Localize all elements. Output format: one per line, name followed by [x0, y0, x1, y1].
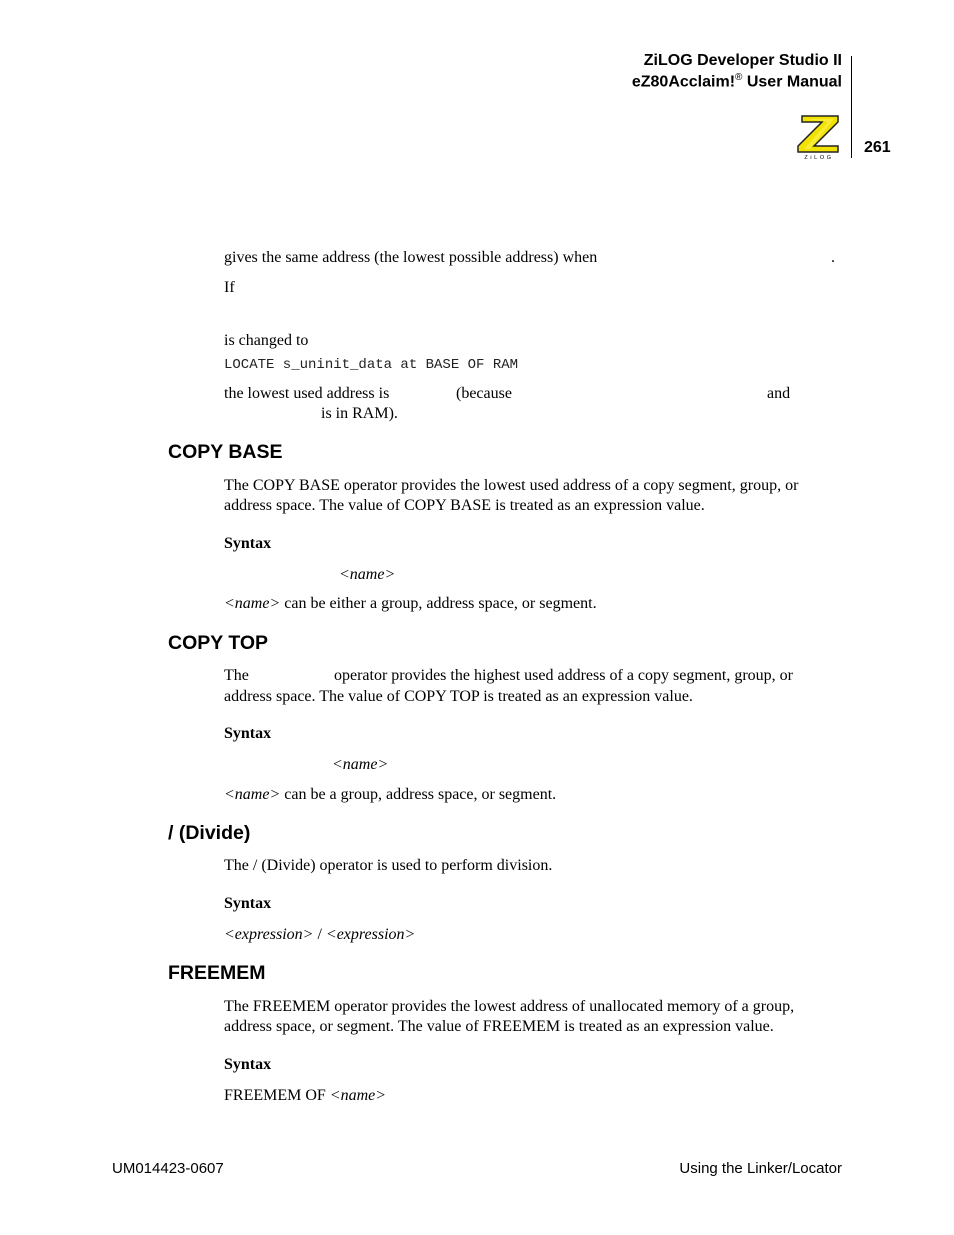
intro-if: If — [224, 279, 235, 296]
header-divider — [851, 56, 852, 158]
freemem-syntax: FREEMEM OF <name> — [224, 1087, 387, 1104]
copy-base-heading: COPY BASE — [168, 441, 283, 463]
intro-lowest-used: the lowest used address is — [224, 385, 390, 402]
header-title-line2 — [632, 72, 842, 91]
copy-base-para-line1: The COPY BASE operator provides the lowest used address of a copy segment, group, or — [224, 477, 799, 494]
copy-top-para-the: The — [224, 667, 249, 684]
copy-base-para-line2: address space. The value of COPY BASE is treated as an expression value. — [224, 497, 705, 514]
product-name: eZ80Acclaim! — [631, 73, 736, 91]
divide-syntax: <expression> / <expression> — [224, 926, 416, 943]
copy-top-heading: COPY TOP — [168, 632, 269, 654]
intro-in-ram: is in RAM). — [321, 405, 398, 422]
intro-and: and — [767, 385, 791, 402]
name-arg: <name> — [224, 595, 281, 612]
page-number: 261 — [864, 139, 891, 156]
divide-para: The / (Divide) operator is used to perform division. — [224, 857, 553, 874]
code-locate: LOCATE s_uninit_data at BASE OF RAM — [224, 357, 519, 373]
freemem-para-line2: address space, or segment. The value of FREEMEM is treated as an expression value. — [224, 1018, 774, 1035]
intro-line1: gives the same address (the lowest possible address) when — [224, 249, 598, 266]
copy-top-syntax-label: Syntax — [224, 725, 272, 742]
zilog-logo-icon — [794, 112, 844, 160]
name-arg: <name> — [224, 786, 281, 803]
divide-heading: / (Divide) — [168, 822, 251, 844]
intro-changed-to: is changed to — [224, 332, 309, 349]
freemem-syntax-label: Syntax — [224, 1056, 272, 1073]
copy-top-syntax-arg: <name> — [332, 756, 389, 773]
header-title-line1: ZiLOG Developer Studio II — [643, 52, 842, 69]
logo-wordmark: ZiLOG — [804, 155, 834, 160]
intro-because: (because — [456, 385, 512, 402]
manual-label: User Manual — [742, 73, 842, 91]
copy-top-name-desc: <name> can be a group, address space, or segment. — [224, 786, 557, 803]
copy-base-syntax-label: Syntax — [224, 535, 272, 552]
footer-doc-id: UM014423-0607 — [112, 1160, 224, 1177]
copy-top-para-line2: address space. The value of COPY TOP is treated as an expression value. — [224, 688, 693, 705]
copy-top-para-line1: operator provides the highest used address of a copy segment, group, or — [334, 667, 793, 684]
freemem-heading: FREEMEM — [168, 962, 266, 984]
footer-section: Using the Linker/Locator — [679, 1160, 842, 1177]
copy-base-name-desc: <name> can be either a group, address space, or segment. — [224, 595, 597, 612]
divide-syntax-label: Syntax — [224, 895, 272, 912]
copy-base-syntax-arg: <name> — [339, 566, 396, 583]
registered-mark: ® — [735, 72, 743, 83]
intro-line1-period: . — [831, 249, 835, 266]
freemem-para-line1: The FREEMEM operator provides the lowest address of unallocated memory of a group, — [224, 998, 795, 1015]
